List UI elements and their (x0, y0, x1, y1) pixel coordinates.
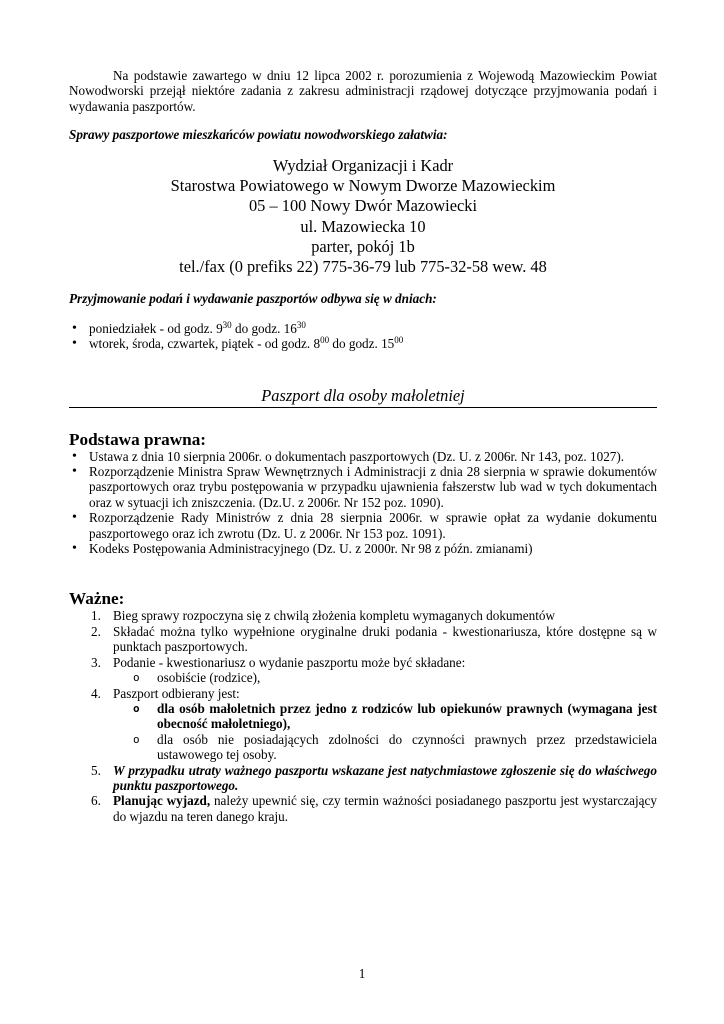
important-item: 2. Składać można tylko wypełnione oryginalne druki podania - kwestionariusza, które dostępne są w punktach paszportowych. (91, 623, 657, 655)
address-line-room: parter, pokój 1b (311, 236, 415, 256)
important-item: 6. Planując wyjazd, należy upewnić się, czy termin ważności posiadanego paszportu jest wystarczający do wjazdu na teren danego kraju. (91, 793, 657, 824)
important-heading: Ważne: (69, 589, 125, 609)
legal-basis-item: • Rozporządzenie Rady Ministrów z dnia 28 sierpnia 2006r. w sprawie opłat za wydanie dokumentu paszportowego oraz ich zwrotu (Dz. U. z 2006r. Nr 153 poz. 1091). (69, 510, 657, 541)
address-line-office: Starostwa Powiatowego w Nowym Dworze Mazowieckim (170, 175, 556, 195)
legal-basis-item: • Rozporządzenie Ministra Spraw Wewnętrznych i Administracji z dnia 28 sierpnia w sprawie dokumentów paszportowych oraz trybu postępowania w przypadku ujawnienia fałszerstw lub wad w tych dokumentach oraz w sytuacji ich zniszczenia. (Dz.U. z 2006r. Nr 152 poz. 1090). (69, 464, 657, 510)
address-line-street: ul. Mazowiecka 10 (300, 216, 426, 236)
address-line-phone: tel./fax (0 prefiks 22) 775-36-79 lub 775-32-58 wew. 48 (179, 257, 547, 277)
important-item: 5. W przypadku utraty ważnego paszportu wskazane jest natychmiastowe zgłoszenie się do właściwego punktu paszportowego. (91, 762, 657, 793)
intro-paragraph: Na podstawie zawartego w dniu 12 lipca 2002 r. porozumienia z Wojewodą Mazowieckim Powiat Nowodworski przejął niektóre zadania z zakresu administracji rządowej dotyczące przyjmowania podań i wydawania paszportów. (69, 68, 657, 114)
submission-options (113, 670, 657, 685)
legal-basis-item: • Kodeks Postępowania Administracyjnego (Dz. U. z 2000r. Nr 98 z późn. zmianami) (69, 541, 657, 556)
pickup-options (113, 701, 657, 763)
section-title: Paszport dla osoby małoletniej (69, 386, 657, 408)
submission-option: o osobiście (rodzice), (69, 670, 657, 685)
office-hours-item: • wtorek, środa, czwartek, piątek - od godz. $8^{00}$ do godz. $15^{00}$ (69, 336, 657, 351)
important-list (69, 608, 657, 824)
office-address (69, 156, 657, 278)
pickup-option-incapacitated: o dla osób nie posiadających zdolności do czynności prawnych przez przedstawiciela ustawowego tej osoby. (69, 732, 657, 763)
office-hours-list (69, 321, 657, 352)
legal-basis-item: • Ustawa z dnia 10 sierpnia 2006r. o dokumentach paszportowych (Dz. U. z 2006r. Nr 143, poz. 1027). (69, 449, 657, 464)
legal-basis-heading: Podstawa prawna: (69, 429, 207, 449)
office-hours-lead: Przyjmowanie podań i wydawanie paszportów odbywa się w dniach: (69, 291, 437, 307)
important-item: 3. Podanie - kwestionariusz o wydanie paszportu może być składane: o osobiście (rodzice), (69, 655, 657, 686)
address-line-postcode: 05 – 100 Nowy Dwór Mazowiecki (248, 196, 478, 216)
handling-office-lead: Sprawy paszportowe mieszkańców powiatu nowodworskiego załatwia: (69, 127, 448, 143)
legal-basis-list (69, 449, 657, 557)
address-line-department: Wydział Organizacji i Kadr (272, 155, 454, 175)
document-content (69, 68, 657, 824)
pickup-option-minors: o dla osób małoletnich przez jedno z rodziców lub opiekunów prawnych (wymagana jest obecność małoletniego), (69, 701, 657, 732)
important-item: 4. Paszport odbierany jest: o dla osób małoletnich przez jedno z rodziców lub opiekunów prawnych (wymagana jest obecność małoletniego), o dla osób nie posiadających zdolności do czynności prawnych przez przedstawiciela ustawowego tej osoby. (69, 686, 657, 763)
office-hours-item: • poniedziałek - od godz. $9^{30}$ do godz. $16^{30}$ (69, 321, 657, 336)
important-item: 1. Bieg sprawy rozpoczyna się z chwilą złożenia kompletu wymaganych dokumentów (91, 608, 556, 624)
page-number: 1 (358, 966, 366, 981)
